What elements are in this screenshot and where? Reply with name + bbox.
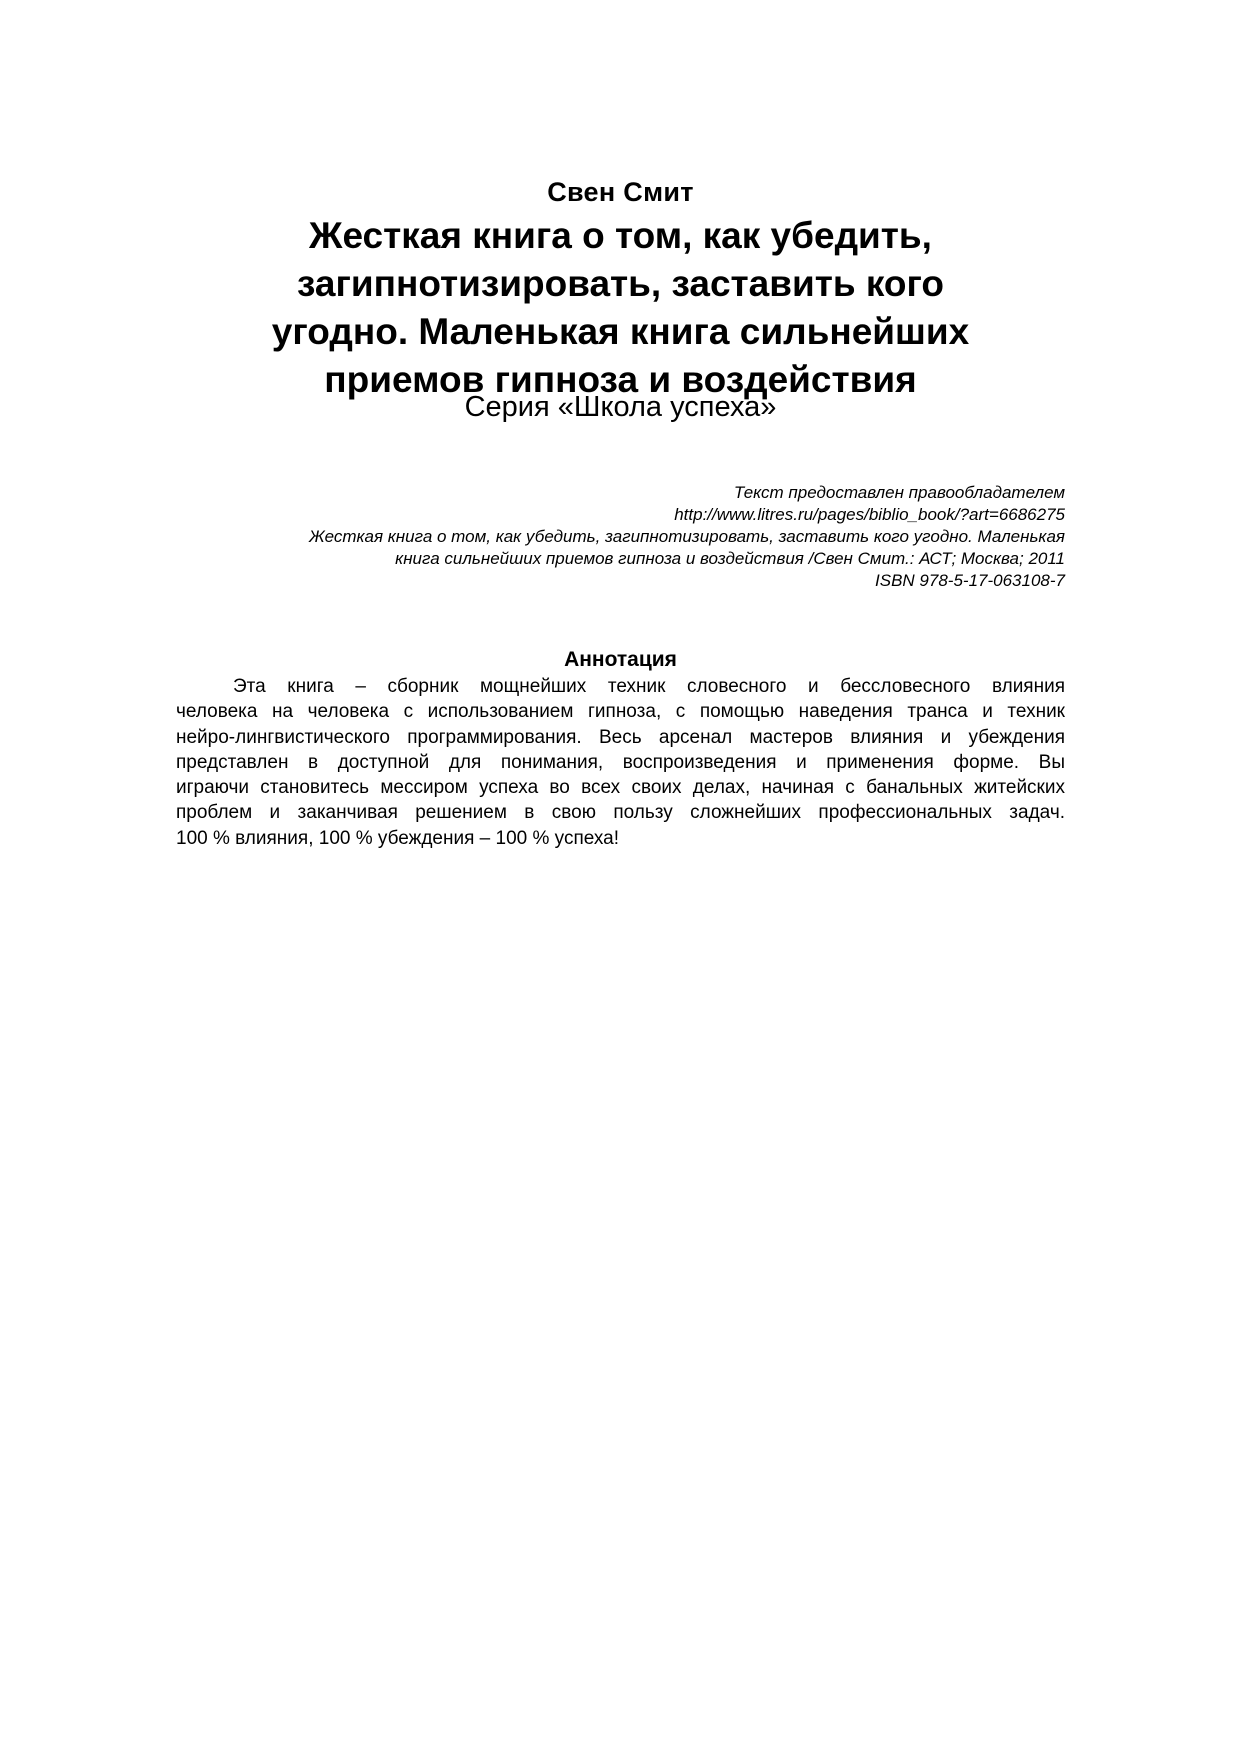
annotation-line: проблем и заканчивая решением в свою пользу сложнейших профессиональных задач. <box>176 802 1065 824</box>
annotation-line: человека на человека с использованием гипноза, с помощью наведения транса и техник <box>176 701 1065 723</box>
publication-credits <box>165 482 1065 592</box>
title-line: Жесткая книга о том, как убедить, <box>309 215 932 256</box>
title-line: загипнотизировать, заставить кого <box>296 263 945 304</box>
annotation-line: нейро-лингвистического программирования. Весь арсенал мастеров влияния и убеждения <box>176 726 1065 748</box>
credits-citation-line: книга сильнейших приемов гипноза и воздействия /Свен Смит.: АСТ; Москва; 2011 <box>395 549 1065 568</box>
series-name: Серия «Школа успеха» <box>464 391 777 423</box>
title-line: приемов гипноза и воздействия <box>324 359 917 400</box>
annotation-line: играючи становитесь мессиром успеха во всех своих делах, начиная с банальных житейских <box>176 777 1065 799</box>
annotation-line: Эта книга – сборник мощнейших техник словесного и бессловесного влияния <box>233 676 1065 697</box>
credits-provider: Текст предоставлен правообладателем <box>733 483 1065 502</box>
annotation-line: 100 % влияния, 100 % убеждения – 100 % успеха! <box>176 827 620 849</box>
title-line: угодно. Маленькая книга сильнейших <box>271 311 970 352</box>
credits-citation-line: Жесткая книга о том, как убедить, загипнотизировать, заставить кого угодно. Маленькая <box>308 527 1065 546</box>
annotation-line: представлен в доступной для понимания, воспроизведения и применения форме. Вы <box>176 751 1065 773</box>
annotation-text <box>176 674 1065 851</box>
annotation-heading: Аннотация <box>564 648 677 671</box>
credits-url: http://www.litres.ru/pages/biblio_book/?art=6686275 <box>674 505 1065 524</box>
book-title <box>180 212 1061 404</box>
credits-isbn: ISBN 978-5-17-063108-7 <box>875 571 1065 590</box>
author-name: Свен Смит <box>547 177 694 207</box>
